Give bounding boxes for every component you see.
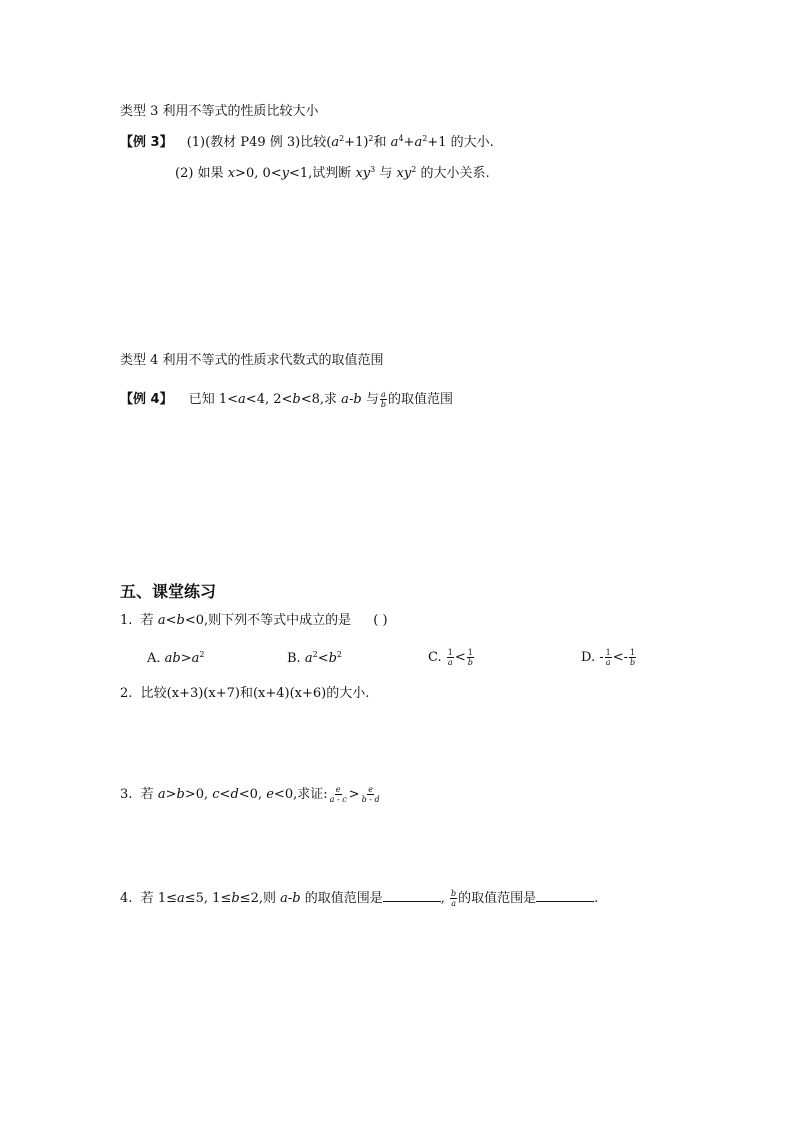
example4-label: 【例 4】 [120, 392, 173, 407]
example3-q2-with: 与 [379, 166, 393, 181]
exercise2-text: 比较(x+3)(x+7)和(x+4)(x+6)的大小. [140, 686, 370, 701]
option-a: A. $ab>a^2$ [147, 650, 205, 666]
option-d-label: D. [581, 650, 596, 665]
example3-q1-suffix: 的大小. [450, 135, 494, 150]
answer-blank-2[interactable] [536, 891, 594, 902]
exercise3-prefix: 若 [140, 787, 154, 802]
example3-q2-suffix: 的大小关系. [420, 166, 490, 181]
answer-blank-1[interactable] [383, 891, 441, 902]
exercise1-suffix: 则下列不等式中成立的是 [208, 613, 352, 628]
example3-line1: 【例 3】 (1)(教材 P49 例 3)比较$(a^2+1)^2$和 $a^4+a^2+1$ 的大小. [120, 134, 494, 150]
exercise4-mid: 的取值范围是 [304, 891, 383, 906]
exercise2-num: 2. [120, 686, 133, 701]
example4-mid: 求 [324, 392, 338, 407]
exercise4-end: 的取值范围是 [458, 891, 537, 906]
example4-with: 与 [365, 392, 379, 407]
fraction-a-over-b: $\frac{a}{b}$ [380, 390, 386, 409]
exercise4-num: 4. [120, 891, 133, 906]
example4-line: 【例 4】 已知 1<a<4, 2<b<8,求 a-b 与 $\frac{a}{b}$ 的取值范围 [120, 390, 453, 409]
example3-q1-and: 和 [373, 135, 387, 150]
answer-parentheses: ( ) [373, 613, 388, 628]
example3-q1-prefix: (1)(教材 P49 例 3)比较( [186, 135, 332, 150]
exercise3-num: 3. [120, 787, 133, 802]
option-b: B. $a^2<b^2$ [287, 650, 343, 666]
exercise1-line: 1. 若 a<b<0,则下列不等式中成立的是 ( ) [120, 613, 388, 628]
exercise4-line: 4. 若 1≤a≤5, 1≤b≤2,则 a-b 的取值范围是 , $\frac{b}{a}$ 的取值范围是 . [120, 889, 599, 908]
example3-q2-mid: 试判断 [312, 166, 352, 181]
example4-prefix: 已知 [188, 392, 215, 407]
exercise3-line: 3. 若 a>b>0, c<d<0, e<0,求证: $\frac{e}{a - c}$ > $\frac{e}{b - d}$ [120, 785, 380, 804]
exercise2-line [120, 686, 369, 702]
option-d: D. - $\frac{1}{a}$ <- $\frac{1}{b}$ [581, 648, 636, 667]
exercise4-prefix: 若 [140, 891, 154, 906]
example3-line2: (2) 如果 x>0, 0<y<1,试判断 $xy^3$ 与 $xy^2$ 的大小关系. [175, 165, 490, 181]
type4-title: 类型 4 利用不等式的性质求代数式的取值范围 [120, 353, 384, 368]
option-a-label: A. [147, 651, 161, 666]
option-b-label: B. [287, 651, 301, 666]
type3-title: 类型 3 利用不等式的性质比较大小 [120, 104, 319, 119]
section5-heading: 五、课堂练习 [120, 582, 217, 601]
option-c: C. $\frac{1}{a}$ < $\frac{1}{b}$ [428, 648, 473, 667]
exercise1-num: 1. [120, 613, 133, 628]
option-c-label: C. [428, 650, 442, 665]
example3-q2-prefix: (2) 如果 [175, 166, 224, 181]
exercise3-proof: 求证: [297, 787, 328, 802]
exercise1-prefix: 若 [140, 613, 154, 628]
example3-label: 【例 3】 [120, 135, 173, 150]
example4-suffix: 的取值范围 [387, 392, 453, 407]
